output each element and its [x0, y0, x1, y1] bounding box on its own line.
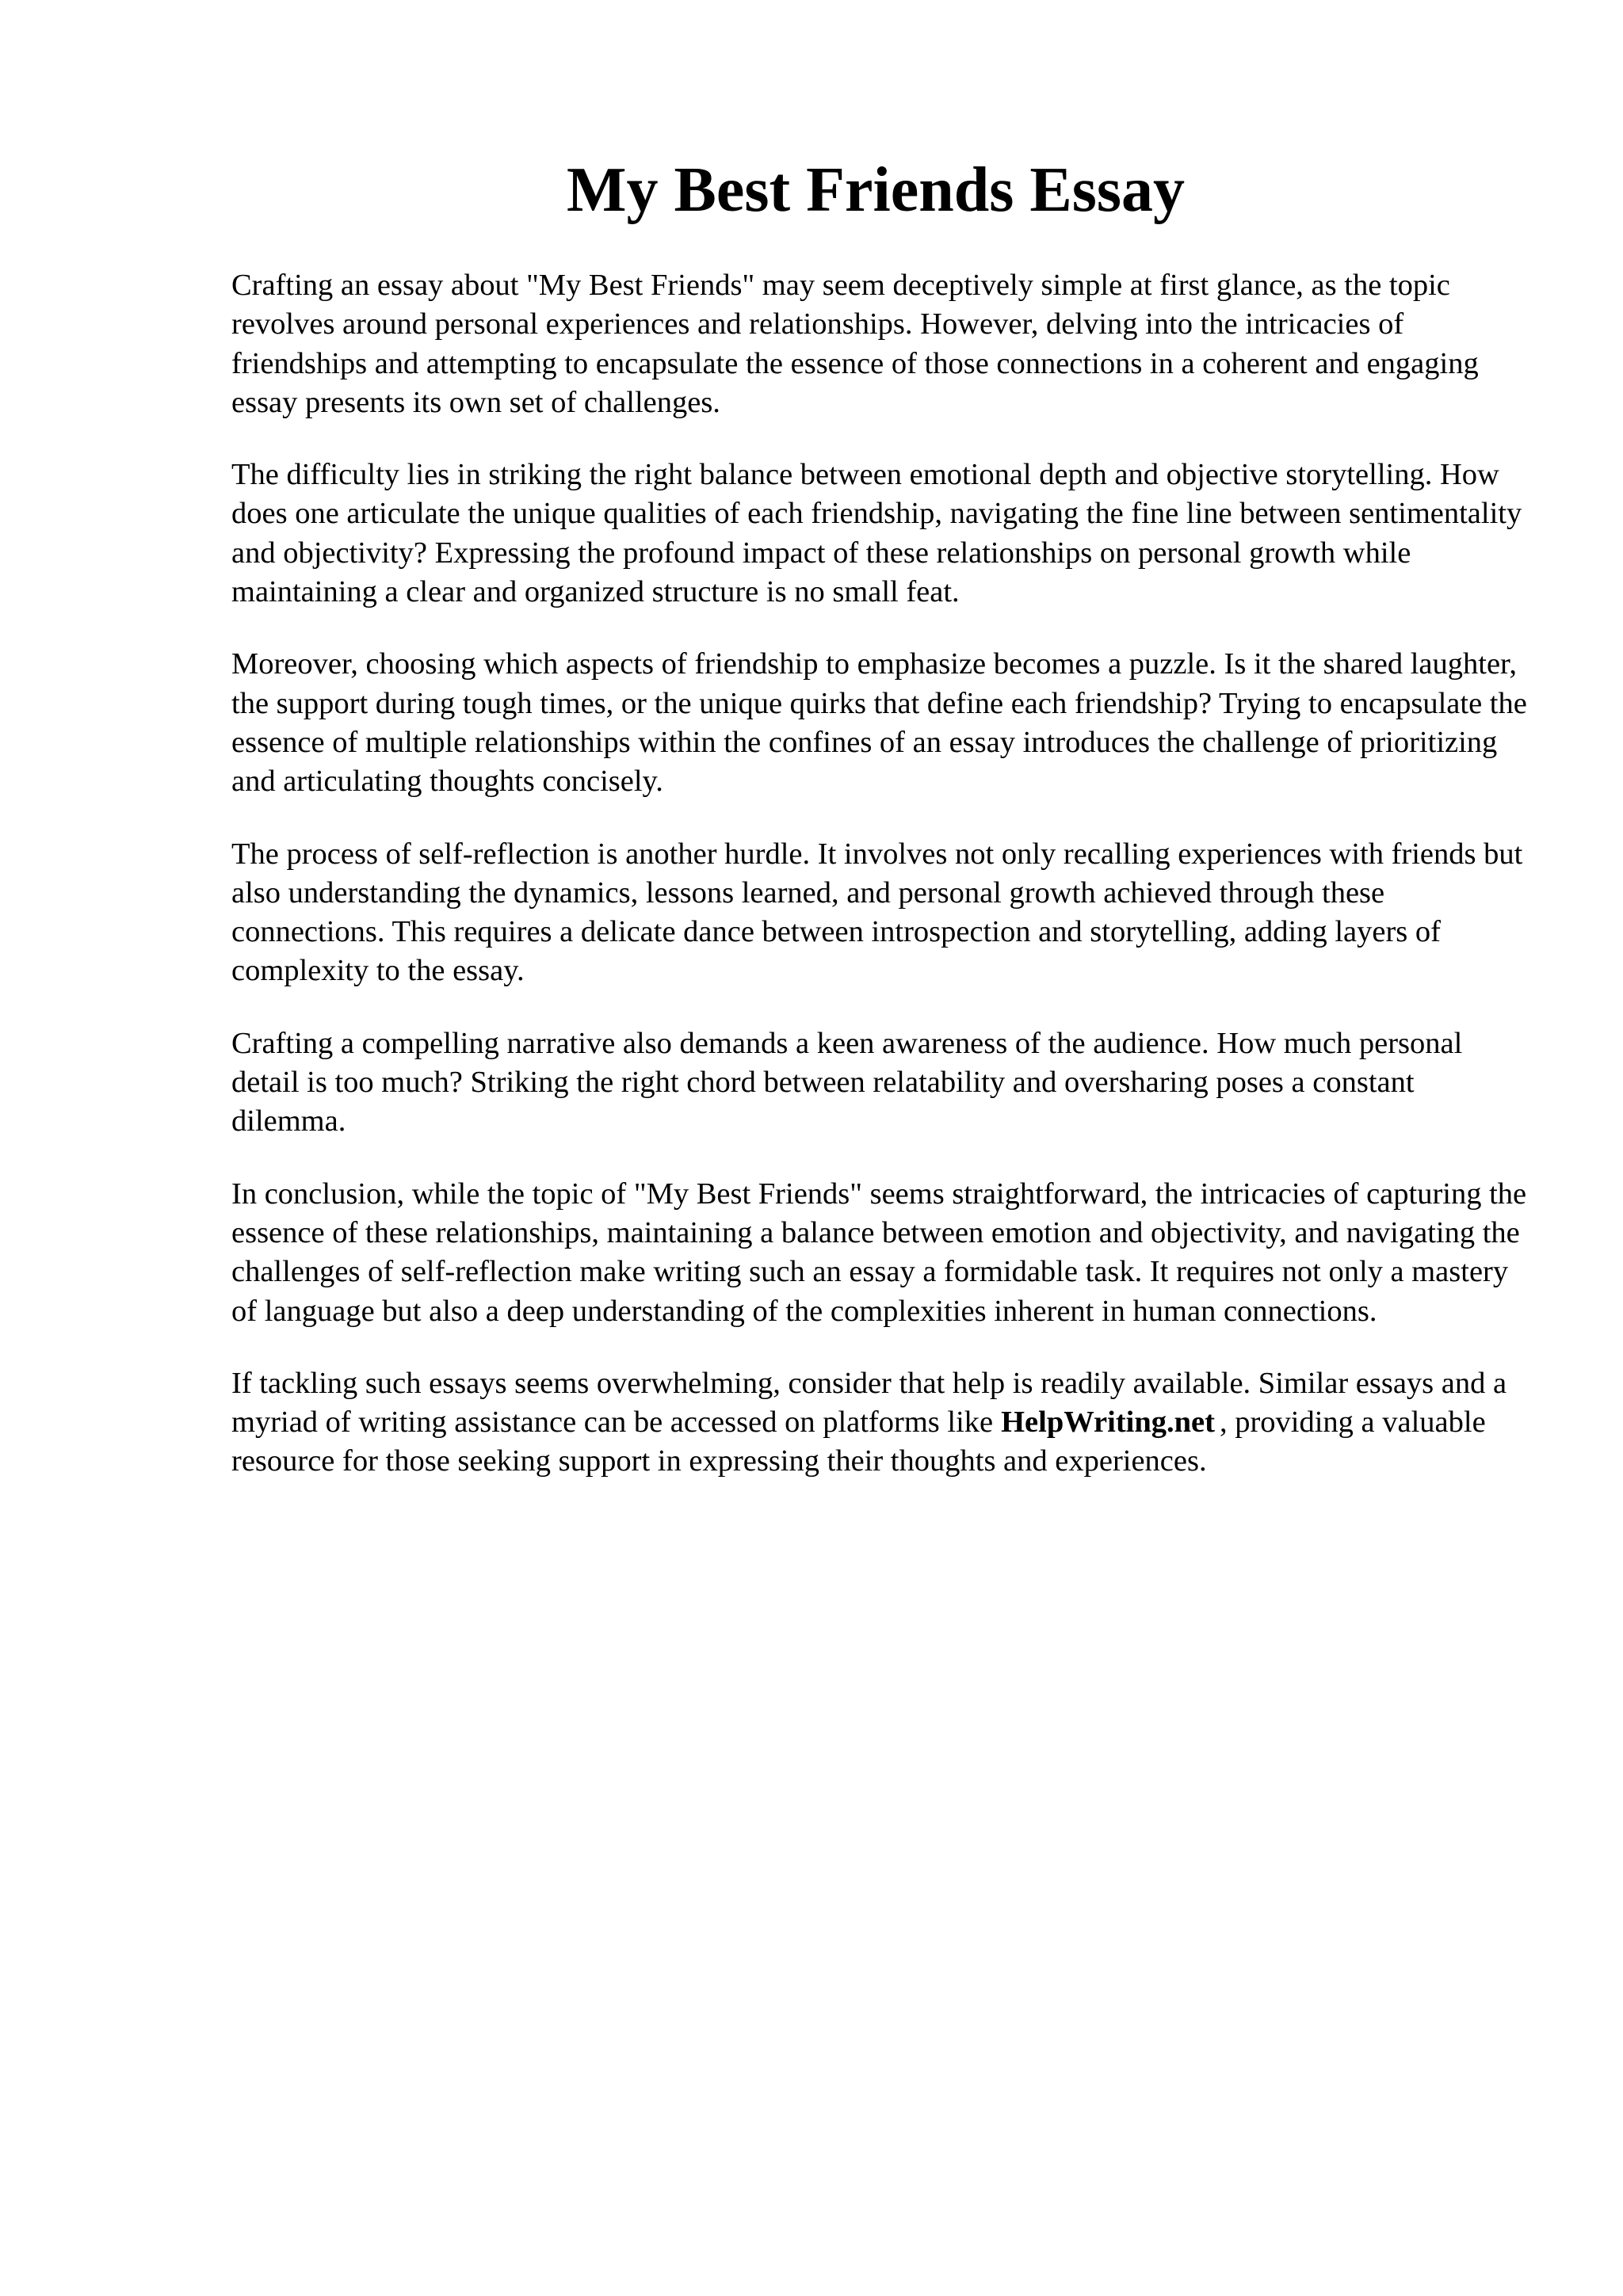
paragraph-intro: Crafting an essay about "My Best Friends" may seem deceptively simple at first glance, as the topic revolves around personal experiences and relationships. However, delving into the intricacies of friendships and attempting to encapsulate the essence of those connections in a coherent and engaging essay presents its own set of challenges.: [231, 269, 1479, 419]
paragraph-self-reflection: The process of self-reflection is another hurdle. It involves not only recalling experiences with friends but also understanding the dynamics, lessons learned, and personal growth achieved through these connections. This requires a delicate dance between introspection and storytelling, adding layers of complexity to the essay.: [231, 837, 1523, 988]
help-text-after-link: , providing a valuable resource for those seeking support in expressing their thoughts and experiences.: [231, 1405, 1486, 1478]
paragraph-difficulty: The difficulty lies in striking the right balance between emotional depth and objective storytelling. How does one articulate the unique qualities of each friendship, navigating the fine line between sentimentality and objectivity? Expressing the profound impact of these relationships on personal growth while maintaining a clear and organized structure is no small feat.: [231, 458, 1522, 609]
document-title: My Best Friends Essay: [567, 155, 1185, 225]
paragraph-conclusion: In conclusion, while the topic of "My Best Friends" seems straightforward, the intricacies of capturing the essence of these relationships, maintaining a balance between emotion and objectivity, and navigating the challenges of self-reflection make writing such an essay a formidable task. It requires not only a mastery of language but also a deep understanding of the complexities inherent in human connections.: [231, 1177, 1527, 1328]
paragraph-audience: Crafting a compelling narrative also demands a keen awareness of the audience. How much personal detail is too much? Striking the right chord between relatability and oversharing poses a constant dilemma.: [231, 1026, 1463, 1138]
helpwriting-link[interactable]: HelpWriting.net: [1001, 1405, 1215, 1440]
essay-body: [231, 266, 1531, 1515]
help-text-before-link: If tackling such essays seems overwhelming, consider that help is readily available. Similar essays and a myriad of writing assistance can be accessed on platforms like: [231, 1366, 1507, 1440]
paragraph-aspects: Moreover, choosing which aspects of friendship to emphasize becomes a puzzle. Is it the shared laughter, the support during tough times, or the unique quirks that define each friendship? Trying to encapsulate the essence of multiple relationships within the confines of an essay introduces the challenge of prioritizing and articulating thoughts concisely.: [231, 647, 1527, 799]
paragraph-help: [231, 1364, 1531, 1482]
